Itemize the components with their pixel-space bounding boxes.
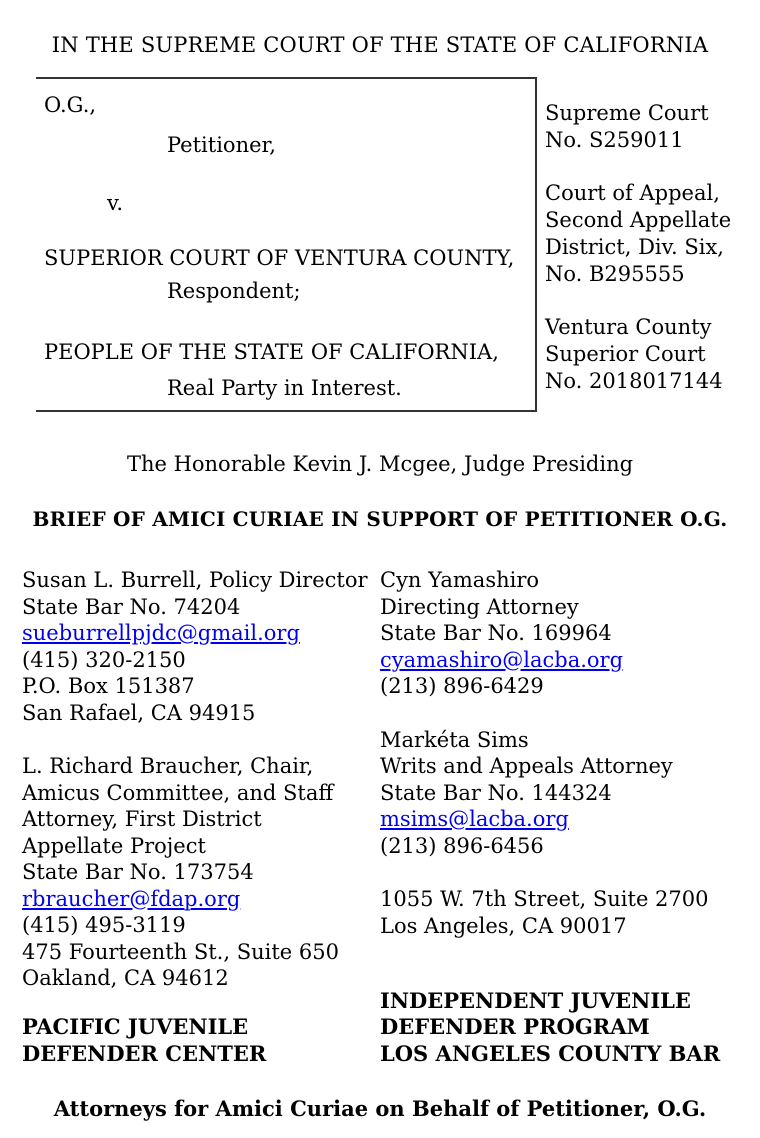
attorney-name-title: Susan L. Burrell, Policy Director (22, 568, 368, 592)
attorney-burrell (22, 567, 380, 726)
org-name-line: DEFENDER PROGRAM (380, 1014, 650, 1039)
attorney-address-line: 475 Fourteenth St., Suite 650 (22, 939, 339, 964)
case-number-line: Court of Appeal, (545, 181, 720, 205)
email-link-burrell[interactable]: sueburrellpjdc@gmail.org (22, 621, 300, 645)
email-link-braucher[interactable]: rbraucher@fdap.org (22, 886, 241, 911)
respondent-role: Respondent; (167, 279, 301, 303)
attorney-bar-number: State Bar No. 173754 (22, 860, 254, 884)
supreme-court-number (545, 100, 731, 154)
attorneys-for-amici-line: Attorneys for Amici Curiae on Behalf of Petitioner, O.G. (53, 1096, 707, 1121)
attorney-column-left (22, 567, 380, 1067)
case-number-line: No. S259011 (545, 128, 684, 152)
attorney-name-title: Attorney, First District (22, 807, 262, 831)
case-number-line: District, Div. Six, (545, 235, 724, 259)
lacba-address (380, 886, 760, 939)
attorney-phone: (213) 896-6456 (380, 833, 544, 858)
org-name-line: LOS ANGELES COUNTY BAR (380, 1040, 721, 1066)
attorney-address-line: P.O. Box 151387 (22, 674, 195, 698)
petitioner-role: Petitioner, (167, 133, 276, 157)
attorney-name-title: Appellate Project (22, 833, 206, 858)
case-number-line: No. 2018017144 (545, 369, 723, 393)
attorney-address-line: 1055 W. 7th Street, Suite 2700 (380, 887, 709, 911)
org-name-line: PACIFIC JUVENILE (22, 1014, 249, 1039)
attorney-bar-number: State Bar No. 74204 (22, 594, 241, 619)
attorney-bar-number: State Bar No. 144324 (380, 780, 612, 805)
attorney-title: Directing Attorney (380, 594, 579, 619)
case-caption-section (0, 77, 760, 421)
page-title: IN THE SUPREME COURT OF THE STATE OF CALIFORNIA (51, 33, 709, 57)
attorney-yamashiro (380, 567, 760, 700)
attorney-address-line: San Rafael, CA 94915 (22, 700, 256, 725)
attorney-address-line: Los Angeles, CA 90017 (380, 913, 627, 938)
email-link-yamashiro[interactable]: cyamashiro@lacba.org (380, 647, 624, 672)
case-number-line: Second Appellate (545, 208, 732, 232)
attorney-name: Markéta Sims (380, 727, 529, 752)
org-independent-juvenile-defender-program (380, 988, 760, 1068)
judge-presiding-line: The Honorable Kevin J. Mcgee, Judge Presiding (126, 452, 634, 476)
attorney-phone: (415) 495-3119 (22, 913, 186, 937)
attorney-name: Cyn Yamashiro (380, 568, 540, 592)
petitioner-name: O.G., (44, 93, 97, 117)
superior-court-number (545, 314, 731, 395)
versus-label: v. (107, 191, 124, 215)
case-numbers-column (537, 77, 731, 421)
case-caption-box (36, 77, 537, 412)
respondent-name: SUPERIOR COURT OF VENTURA COUNTY, (44, 246, 515, 270)
case-number-line: No. B295555 (545, 262, 685, 286)
case-number-line: Superior Court (545, 342, 706, 366)
attorney-name-title: L. Richard Braucher, Chair, (22, 754, 314, 778)
attorney-info-section (22, 567, 760, 1067)
attorney-column-right (380, 567, 760, 1067)
attorney-name-title: Amicus Committee, and Staff (22, 780, 334, 805)
attorney-phone: (415) 320-2150 (22, 647, 186, 672)
attorney-phone: (213) 896-6429 (380, 674, 544, 698)
org-pacific-juvenile-defender-center (22, 1014, 380, 1067)
court-of-appeal-number (545, 180, 731, 288)
attorney-bar-number: State Bar No. 169964 (380, 621, 612, 645)
real-party-role: Real Party in Interest. (167, 376, 402, 400)
attorney-address-line: Oakland, CA 94612 (22, 966, 229, 990)
real-party-name: PEOPLE OF THE STATE OF CALIFORNIA, (44, 340, 499, 364)
case-number-line: Supreme Court (545, 101, 709, 125)
attorney-title: Writs and Appeals Attorney (380, 754, 673, 778)
attorney-braucher (22, 753, 380, 992)
org-name-line: DEFENDER CENTER (22, 1040, 267, 1066)
case-number-line: Ventura County (545, 315, 712, 339)
attorney-sims (380, 727, 760, 860)
brief-title: BRIEF OF AMICI CURIAE IN SUPPORT OF PETITIONER O.G. (32, 507, 728, 531)
email-link-sims[interactable]: msims@lacba.org (380, 807, 569, 831)
org-name-line: INDEPENDENT JUVENILE (380, 987, 691, 1013)
